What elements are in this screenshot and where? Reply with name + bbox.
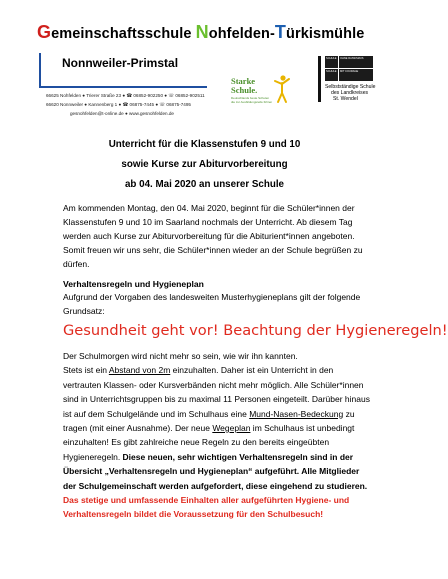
school-type-line: St. Wendel bbox=[333, 96, 358, 102]
text-span: Hygieneregeln. bbox=[63, 451, 123, 462]
text-span: zu bbox=[343, 408, 355, 419]
text-line: Grundsatz: bbox=[63, 306, 105, 316]
jumping-figure-icon bbox=[273, 74, 291, 104]
school-name-title bbox=[37, 22, 364, 43]
red-notice-line: Verhaltensregeln bildet die Voraussetzung für den Schulbesuch! bbox=[63, 509, 324, 520]
route-plan-text: Wegeplan bbox=[212, 423, 251, 434]
text-span: Stets ist ein bbox=[63, 365, 109, 376]
text-line: Aufgrund der Vorgaben des landesweiten Musterhygieneplans gilt der folgende bbox=[63, 292, 361, 302]
bold-text-span: Diese neuen, sehr wichtigen Verhaltensregeln sind in der bbox=[122, 451, 354, 462]
title-part-3: ürkismühle bbox=[286, 26, 365, 42]
title-part-1: emeinschaftsschule bbox=[51, 26, 196, 42]
mask-rule-text: Mund-Nasen-Bedeckung bbox=[249, 408, 344, 419]
text-span: im Schulhaus ist unbedingt bbox=[250, 423, 355, 434]
text-line: sind in Unterrichtsgruppen bis zu maximal 11 Personen eingeteilt. Darüber hinaus bbox=[63, 394, 370, 405]
text-line: dürfen. bbox=[63, 259, 90, 269]
school-type-line: des Landkreises bbox=[331, 90, 369, 96]
red-notice-line: Das stetige und umfassende Einhalten aller aufgeführten Hygiene- und bbox=[63, 495, 350, 506]
badge-cell: SCHULE bbox=[325, 56, 338, 68]
text-line: Klassenstufen 9 und 10 im Saarland nochmals der Unterricht. Ab diesem Tag bbox=[63, 217, 353, 227]
text-line: Der Schulmorgen wird nicht mehr so sein, wie wir ihn kannten. bbox=[63, 351, 298, 361]
text-line: Somit freuen wir uns sehr, die Schüler*innen wieder an der Schule begrüßen zu bbox=[63, 245, 363, 255]
schule-ohne-rassismus-badge bbox=[325, 56, 373, 82]
address-line-nohfelden: 66625 Nohfelden ● Trierer Straße 23 ● ☎ 06852-902250 ● ☏ 06852-902511 bbox=[46, 93, 205, 98]
text-line: Am kommenden Montag, den 04. Mai 2020, beginnt für die Schüler*innen der bbox=[63, 203, 355, 213]
logo-line-1: Starke bbox=[231, 76, 256, 86]
text-line bbox=[63, 450, 363, 464]
section-heading: Verhaltensregeln und Hygieneplan bbox=[63, 279, 204, 289]
hygiene-warning-heading: Gesundheit geht vor! Beachtung der Hygieneregeln! bbox=[63, 322, 448, 339]
header-horizontal-rule bbox=[39, 86, 207, 88]
logo-tagline: Deutschlands beste Schulen die zur Ausbildungsreife führen bbox=[231, 96, 273, 104]
title-letter-t: T bbox=[274, 22, 287, 42]
school-type-line: Selbstständige Schule bbox=[325, 84, 376, 90]
badge-cell: MIT COURAGE bbox=[339, 69, 373, 81]
section-paragraph bbox=[63, 290, 363, 318]
text-span: einzuhalten. Daher ist ein Unterricht in den bbox=[170, 365, 334, 376]
intro-paragraph bbox=[63, 201, 363, 271]
contact-line: gesnohfelden@t-online.de ● www.gesnohfelden.de bbox=[70, 111, 174, 116]
text-line bbox=[63, 421, 363, 435]
badge-bar bbox=[318, 56, 321, 102]
text-span: ist auf dem Schulgelände und im Schulhaus eine bbox=[63, 408, 250, 419]
badge-cell: OHNE RASSISMUS bbox=[339, 56, 373, 68]
headline-line-2: sowie Kurse zur Abiturvorbereitung bbox=[121, 159, 288, 170]
headline-line-1: Unterricht für die Klassenstufen 9 und 10 bbox=[108, 139, 301, 150]
starke-schule-logo bbox=[229, 71, 295, 109]
text-line: der Schulgemeinschaft werden aufgefordert, diese eingehend zu studieren. bbox=[63, 480, 368, 491]
title-letter-g: G bbox=[37, 22, 52, 42]
text-line bbox=[63, 363, 363, 377]
title-part-2: ohfelden- bbox=[208, 26, 275, 42]
header-vertical-rule bbox=[39, 53, 41, 87]
text-span: tragen (mit einer Ausnahme). Der neue bbox=[63, 423, 213, 434]
title-letter-n: N bbox=[195, 22, 209, 42]
logo-line-2: Schule. bbox=[231, 85, 258, 95]
school-type-text bbox=[325, 84, 385, 102]
text-line: vertrauten Klassen- oder Kursverbänden nicht mehr möglich. Alle Schüler*innen bbox=[63, 379, 364, 390]
text-line: Übersicht „Verhaltensregeln und Hygieneplan“ aufgeführt. Alle Mitglieder bbox=[63, 466, 360, 477]
rules-paragraph bbox=[63, 349, 370, 522]
badge-cell: SCHULE bbox=[325, 69, 338, 81]
headline-line-3: ab 04. Mai 2020 an unserer Schule bbox=[124, 179, 284, 190]
text-line: werden auch Kurse zur Abiturvorbereitung für die Abiturient*innen angeboten. bbox=[63, 231, 355, 241]
text-line: einzuhalten! Es gibt zahlreiche neue Regeln zu den bereits eingeübten bbox=[63, 437, 330, 448]
address-line-nonnweiler: 66620 Nonnweiler ● Kannenberg 1 ● ☎ 06875-7445 ● ☏ 06875-7495 bbox=[46, 102, 191, 107]
school-location-subtitle: Nonnweiler-Primstal bbox=[62, 56, 179, 70]
distance-rule-text: Abstand von 2m bbox=[108, 365, 171, 376]
text-line bbox=[63, 407, 363, 421]
